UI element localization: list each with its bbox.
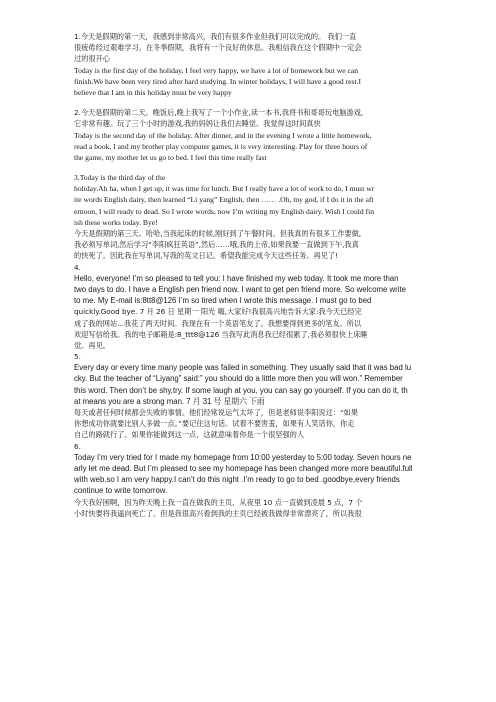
document-page <box>74 31 428 519</box>
text-line: Today is the first day of the holiday, I feel very happy, we have a lot of homework but we can <box>74 65 359 75</box>
text-line: ernoon, I will ready to dead. So I wrote words, now I’m writing my English dairy. Wish I could fin <box>74 206 375 216</box>
text-line: 它非常有趣。玩了三个小时的游戏,我的妈妈让我们去睡觉。我觉得这时间真快 <box>74 119 321 129</box>
text-line: cky. But the teacher of “Liyang” said:” you should do a little more then you will won.” Remember <box>74 374 403 384</box>
text-line: 自己的路就行了。如果你能做到这一点，这就意味着你是一个很坚强的人 <box>74 430 305 440</box>
text-line: believe that I am in this holiday must be very happy <box>74 87 232 97</box>
text-line: 觉。再见。 <box>74 340 110 350</box>
text-line: 成了我的网站...我花了两天时间。我现在有一个英语笔友了。我想要得到更多的笔友。所以 <box>74 318 362 328</box>
text-line: Hello, everyone! I’m so pleased to tell you: I have finished my web today. It took me more than <box>74 273 399 283</box>
text-line: arly let me dead. But I’m pleased to see my homepage has been changed more more beautiful.full <box>74 463 413 473</box>
text-line: 4. <box>74 262 81 272</box>
text-line: 小时快要将我逼向死亡了。但是我很高兴看到我的主页已经被我做得非常漂亮了，所以我很 <box>74 508 362 518</box>
text-line: two days to do. I have a English pen friend now. I want to get pen friend more. So welcome write <box>74 284 406 294</box>
text-line: continue to write tomorrow. <box>74 486 168 496</box>
text-line: the game, my mother let us go to bed. I feel this time really fast <box>74 152 267 162</box>
text-line: 2.今天是假期的第二天。晚饭后,晚上我写了一个小作业,读一本书,我将书和哥哥玩电脑游戏, <box>74 108 364 118</box>
text-line: to me. My E-mail is:8tt8@126 I’m so tired when I wrote this message. I must go to bed <box>74 296 372 306</box>
text-line: 过的很开心 <box>74 54 110 64</box>
diary-entry-4 <box>74 273 428 363</box>
text-line: ite words English dairy, then learned “Li yang” English, then …… .Oh, my god, if I do it in the aft <box>74 195 374 205</box>
text-line: 5. <box>74 352 81 362</box>
text-line: 今天是假期的第三天。哈哈,当我起床的时候,刚好到了午餐时间。但我真的有很多工作要做, <box>74 229 362 238</box>
text-line: Today I’m very tried for I made my homepage from 10:00 yesterday to 5:00 today. Seven hours ne <box>74 452 412 462</box>
text-line: finish.We have been very tired after hard studying. In winter holidays, I will have a good rest.I <box>74 76 362 86</box>
text-line: this word. Then don’t be shy,try. If some laugh at you, you can say go yourself. If you can do it, th <box>74 385 408 395</box>
paragraph-gap <box>74 163 428 172</box>
diary-entry-2 <box>74 107 428 163</box>
text-line: 1.今天是假期的第一天，我感到非常高兴，我们有很多作业但我们可以完成的。 我们一直 <box>74 32 357 41</box>
text-line: Every day or every time many people was failed in something. They usually said that it was bad lu <box>74 363 412 373</box>
text-line: with web.so I am very happy.I can’t do this night .I’m ready to go to bed .goodbye,every friends <box>74 475 400 485</box>
text-line: 很疲倦经过艰难学习。在冬季假期，我将有一个良好的休息。我相信我在这个假期中一定会 <box>74 43 362 53</box>
text-line: 每天或者任何时候都会失败的事情。他们经常说运气太坏了，但是老师说李阳说过：“如果 <box>74 408 359 417</box>
text-line: ish these works today. Bye! <box>74 217 158 227</box>
diary-entry-6 <box>74 452 428 519</box>
diary-entry-1 <box>74 31 428 98</box>
text-line: holiday.Ah ha, when I get up, it was time for lunch. But I really have a lot of work to do, I must wr <box>74 184 375 194</box>
text-line: quickly.Good bye. 7 月 26 日 星期一 阳光 嗨,大家好!我很高兴地告诉大家:我今天已经完 <box>74 307 362 317</box>
diary-entry-3 <box>74 172 428 273</box>
text-line: Today is the second day of the holiday. After dinner, and in the evening I wrote a little homework, <box>74 130 372 140</box>
text-line: 今天我好困啊，因为昨天晚上我一直在做我的主页，从夜里 10 点一直做到凌晨 5 点，7 个 <box>74 497 363 507</box>
text-line: 你想成功你就要比别人多做一点。”要记住这句话。试着不要害羞，如果有人笑话你，你走 <box>74 419 355 429</box>
text-line: 3.Today is the third day of the <box>74 173 166 183</box>
diary-entry-5 <box>74 362 428 452</box>
text-line: read a book, I and my brother play computer games, it is very interesting. Play for three hours of <box>74 141 368 151</box>
text-line: 欢迎写信给我。我的电子邮箱是:8_ttt8@126 当我写此消息我已经很累了,我必须很快上床睡 <box>74 329 368 339</box>
text-line: 的快死了。因此我在写单词,写我的英文日记。希望我能完成今天这些任务。再见了! <box>74 251 338 261</box>
paragraph-gap <box>74 98 428 107</box>
text-line: 我必须写单词,然后学习“李阳疯狂英语”,然后……哦,我的上帝,如果我要一直做到下午,我真 <box>74 240 359 250</box>
text-line: at means you are a strong man. 7 月 31 号 星期六 下雨 <box>74 396 265 406</box>
text-line: 6. <box>74 441 81 451</box>
